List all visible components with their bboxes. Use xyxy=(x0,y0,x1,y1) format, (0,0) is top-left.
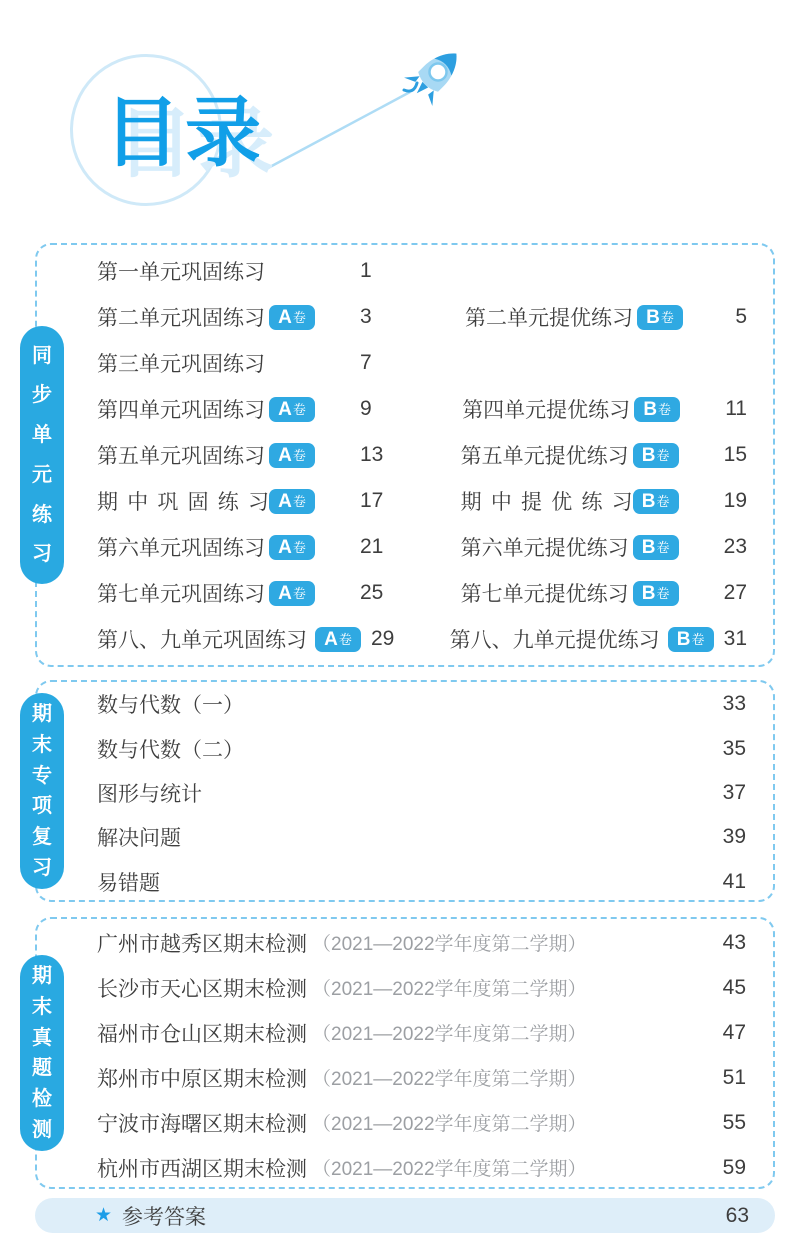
page-number: 33 xyxy=(722,692,746,716)
page-number: 21 xyxy=(360,535,384,558)
page-number: 41 xyxy=(722,869,746,893)
badge-suffix: 卷 xyxy=(656,493,670,509)
entry-label: 第四单元巩固练习 xyxy=(97,399,265,422)
tab-char: 步 xyxy=(32,384,52,407)
badge-slot xyxy=(633,581,724,606)
entry-label: 第六单元巩固练习 xyxy=(97,537,265,560)
entry-label: 第一单元巩固练习 xyxy=(97,261,265,284)
entry-label: 第三单元巩固练习 xyxy=(97,353,265,376)
badge-suffix: 卷 xyxy=(292,447,306,463)
toc-row xyxy=(97,294,747,340)
section-tab-sync-unit-practice xyxy=(20,326,64,584)
badge-letter: A xyxy=(278,398,292,420)
badge-letter: A xyxy=(278,490,292,512)
toc-entry xyxy=(465,302,747,332)
grade-badge xyxy=(633,489,679,514)
toc-row xyxy=(97,432,747,478)
badge-slot xyxy=(269,397,360,422)
badge-suffix: 卷 xyxy=(338,631,352,647)
toc-row xyxy=(97,815,746,859)
badge-letter: A xyxy=(278,582,292,604)
entry-label: 第四单元提优练习 xyxy=(462,399,631,422)
toc-entry xyxy=(461,440,747,470)
page-number: 7 xyxy=(360,351,372,374)
badge-slot xyxy=(269,305,360,330)
grade-badge xyxy=(269,305,315,330)
badge-suffix: 卷 xyxy=(656,539,670,555)
section-tab-final-exam-tests xyxy=(20,955,64,1151)
badge-suffix: 卷 xyxy=(292,493,306,509)
toc-entry xyxy=(97,256,429,286)
toc-row xyxy=(97,726,746,770)
star-icon: ★ xyxy=(95,1205,113,1226)
entry-label: 第七单元提优练习 xyxy=(460,583,629,606)
masthead xyxy=(0,0,800,243)
page-number: 3 xyxy=(360,305,372,328)
toc-row xyxy=(97,771,746,815)
page-number: 17 xyxy=(360,489,384,512)
toc-entry xyxy=(450,624,747,654)
page-number: 35 xyxy=(722,736,746,760)
badge-slot xyxy=(269,581,360,606)
page-number: 55 xyxy=(722,1110,746,1134)
badge-letter: B xyxy=(643,398,658,420)
page-number: 45 xyxy=(722,975,746,999)
badge-slot xyxy=(668,627,714,652)
page-number: 39 xyxy=(722,825,746,849)
badge-slot xyxy=(269,535,360,560)
page-number: 43 xyxy=(722,930,746,954)
badge-slot xyxy=(634,397,725,422)
badge-slot xyxy=(633,535,724,560)
toc-row xyxy=(97,248,747,294)
toc-row xyxy=(97,860,746,904)
toc-row xyxy=(97,1010,746,1055)
page-title: 目录 xyxy=(104,91,266,176)
page-number: 5 xyxy=(735,305,747,328)
tab-char: 期 xyxy=(32,964,52,987)
page-number: 63 xyxy=(725,1203,749,1227)
entry-label: 数与代数（一） xyxy=(97,694,244,718)
entry-label: 数与代数（二） xyxy=(97,738,244,762)
page-number: 31 xyxy=(723,627,747,650)
entry-label: 解决问题 xyxy=(97,827,181,851)
badge-letter: B xyxy=(676,628,691,650)
grade-badge xyxy=(269,535,315,560)
page-number: 59 xyxy=(722,1155,746,1179)
toc-row xyxy=(97,1100,746,1145)
entry-label: 第五单元巩固练习 xyxy=(97,445,265,468)
entry-note: （2021—2022学年度第二学期） xyxy=(312,1069,587,1090)
badge-slot xyxy=(315,627,361,652)
entry-label: 期中提优练习 xyxy=(460,491,633,514)
tab-char: 练 xyxy=(32,503,52,526)
badge-suffix: 卷 xyxy=(656,447,670,463)
badge-letter: B xyxy=(641,582,656,604)
badge-slot xyxy=(633,489,724,514)
page-number: 47 xyxy=(722,1020,746,1044)
toc-entry xyxy=(97,486,425,516)
tab-char: 题 xyxy=(32,1057,52,1080)
toc-row xyxy=(97,616,747,662)
reference-answers-bar xyxy=(35,1198,775,1233)
badge-letter: B xyxy=(646,306,660,328)
toc-entry xyxy=(97,578,425,608)
tab-char: 复 xyxy=(32,826,52,849)
page-number: 11 xyxy=(725,397,747,420)
toc-entry xyxy=(97,394,426,424)
badge-letter: A xyxy=(324,628,338,650)
toc-entry xyxy=(462,394,747,424)
toc-rows xyxy=(97,920,746,1190)
badge-suffix: 卷 xyxy=(658,401,672,417)
badge-slot xyxy=(633,443,724,468)
page-number: 19 xyxy=(723,489,747,512)
tab-char: 末 xyxy=(32,995,52,1018)
toc-row xyxy=(97,386,747,432)
page-number: 1 xyxy=(360,259,372,282)
entry-note: （2021—2022学年度第二学期） xyxy=(312,1024,587,1045)
tab-char: 单 xyxy=(32,424,52,447)
badge-suffix: 卷 xyxy=(660,309,674,325)
grade-badge xyxy=(634,397,680,422)
badge-suffix: 卷 xyxy=(656,585,670,601)
badge-suffix: 卷 xyxy=(292,585,306,601)
page-number: 51 xyxy=(722,1065,746,1089)
grade-badge xyxy=(315,627,361,652)
badge-slot xyxy=(269,489,360,514)
rocket-icon xyxy=(398,42,476,108)
toc-row xyxy=(97,965,746,1010)
entry-label: 杭州市西湖区期末检测 xyxy=(97,1157,307,1181)
page-number: 23 xyxy=(723,535,747,558)
entry-label: 图形与统计 xyxy=(97,782,202,806)
entry-label: 第二单元巩固练习 xyxy=(97,307,265,330)
tab-char: 习 xyxy=(32,543,52,566)
entry-label: 福州市仓山区期末检测 xyxy=(97,1022,307,1046)
section-final-exam-tests xyxy=(32,917,775,1189)
entry-label: 第八、九单元提优练习 xyxy=(449,629,660,652)
tab-char: 元 xyxy=(32,463,52,486)
entry-note: （2021—2022学年度第二学期） xyxy=(312,934,587,955)
entry-label: 长沙市天心区期末检测 xyxy=(97,977,307,1001)
entry-label: 广州市越秀区期末检测 xyxy=(97,932,307,956)
toc-entry xyxy=(97,348,429,378)
toc-rows xyxy=(97,682,746,904)
tab-char: 项 xyxy=(32,795,52,818)
entry-label: 第八、九单元巩固练习 xyxy=(97,629,307,652)
badge-slot xyxy=(269,443,360,468)
tab-char: 测 xyxy=(32,1119,52,1142)
grade-badge xyxy=(633,581,679,606)
toc-entry xyxy=(461,486,747,516)
tab-char: 检 xyxy=(32,1088,52,1111)
toc-row xyxy=(97,478,747,524)
entry-label: 第五单元提优练习 xyxy=(460,445,629,468)
section-tab-final-special-review xyxy=(20,693,64,889)
badge-letter: A xyxy=(278,444,292,466)
badge-letter: B xyxy=(641,444,656,466)
tab-char: 期 xyxy=(32,702,52,725)
page-number: 27 xyxy=(723,581,747,604)
toc-row xyxy=(97,340,747,386)
toc-entry xyxy=(97,532,425,562)
badge-letter: B xyxy=(641,536,656,558)
page-number: 29 xyxy=(371,627,395,650)
grade-badge xyxy=(269,397,315,422)
entry-note: （2021—2022学年度第二学期） xyxy=(312,1159,587,1180)
grade-badge xyxy=(269,581,315,606)
toc-entry xyxy=(97,440,425,470)
page-number: 25 xyxy=(360,581,384,604)
toc-entry xyxy=(461,578,747,608)
badge-suffix: 卷 xyxy=(292,401,306,417)
page-number: 13 xyxy=(360,443,384,466)
badge-letter: B xyxy=(641,490,656,512)
grade-badge xyxy=(633,443,679,468)
badge-letter: A xyxy=(278,536,292,558)
toc-entry xyxy=(97,302,429,332)
entry-label: 期中巩固练习 xyxy=(97,491,269,514)
entry-note: （2021—2022学年度第二学期） xyxy=(312,979,587,1000)
grade-badge xyxy=(633,535,679,560)
toc-entry xyxy=(97,624,414,654)
entry-label: 第六单元提优练习 xyxy=(460,537,629,560)
section-sync-unit-practice xyxy=(32,243,775,667)
badge-slot xyxy=(637,305,728,330)
toc-row xyxy=(97,524,747,570)
grade-badge xyxy=(269,489,315,514)
page-number: 9 xyxy=(360,397,372,420)
page-number: 37 xyxy=(722,780,746,804)
toc-rows xyxy=(97,248,747,662)
grade-badge xyxy=(637,305,683,330)
entry-label: 第二单元提优练习 xyxy=(465,307,633,330)
grade-badge xyxy=(269,443,315,468)
tab-char: 末 xyxy=(32,733,52,756)
toc-row xyxy=(97,682,746,726)
badge-suffix: 卷 xyxy=(292,539,306,555)
badge-suffix: 卷 xyxy=(691,631,705,647)
entry-label: 宁波市海曙区期末检测 xyxy=(97,1112,307,1136)
tab-char: 真 xyxy=(32,1026,52,1049)
tab-char: 习 xyxy=(32,857,52,880)
entry-label: 第七单元巩固练习 xyxy=(97,583,265,606)
toc-row xyxy=(97,920,746,965)
grade-badge xyxy=(668,627,714,652)
toc-row xyxy=(97,570,747,616)
answers-label: 参考答案 xyxy=(122,1205,207,1229)
toc-row xyxy=(97,1055,746,1100)
entry-label: 易错题 xyxy=(97,871,160,895)
page-number: 15 xyxy=(723,443,747,466)
badge-letter: A xyxy=(278,306,292,328)
section-final-special-review xyxy=(32,680,775,902)
entry-note: （2021—2022学年度第二学期） xyxy=(312,1114,587,1135)
toc-row xyxy=(97,1145,746,1190)
tab-char: 同 xyxy=(32,344,52,367)
tab-char: 专 xyxy=(32,764,52,787)
toc-entry xyxy=(461,532,747,562)
entry-label: 郑州市中原区期末检测 xyxy=(97,1067,307,1091)
badge-suffix: 卷 xyxy=(292,309,306,325)
